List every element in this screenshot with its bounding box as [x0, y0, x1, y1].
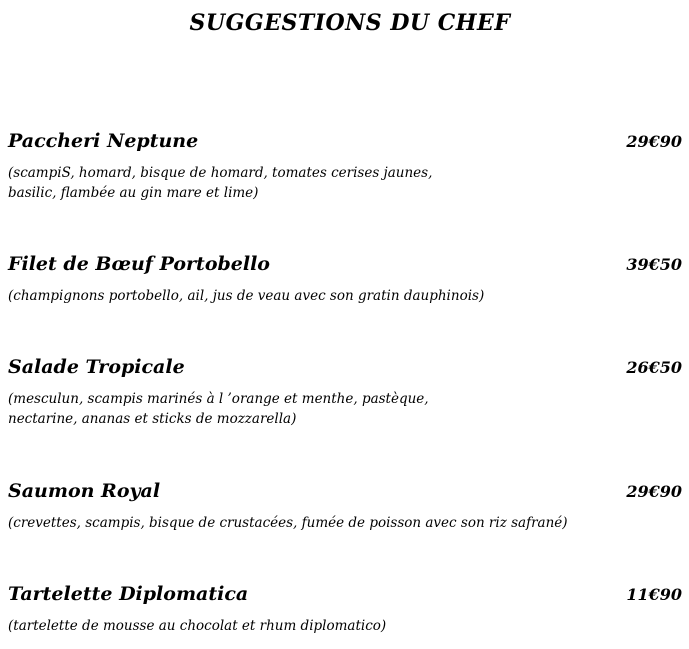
dish-price: 29€90: [626, 482, 682, 501]
dish-price: 26€50: [626, 358, 682, 377]
dish-description: [8, 616, 386, 636]
dish-price: 39€50: [626, 255, 682, 274]
dish-description: [8, 163, 432, 203]
dish-description: [8, 286, 484, 306]
menu-title: SUGGESTIONS DU CHEF: [189, 10, 511, 36]
dish-description-line: nectarine, ananas et sticks de mozzarella): [8, 411, 297, 427]
dish-description-line: basilic, flambée au gin mare et lime): [8, 185, 259, 201]
dish-price: 11€90: [626, 585, 682, 604]
dish-description-line: (champignons portobello, ail, jus de veau avec son gratin dauphinois): [8, 288, 485, 304]
dish-description: [8, 389, 429, 429]
dish-description-line: (tartelette de mousse au chocolat et rhum diplomatico): [8, 618, 387, 634]
dish-name: Saumon Royal: [8, 480, 161, 502]
dish-name: Tartelette Diplomatica: [8, 583, 249, 605]
dish-name: Filet de Bœuf Portobello: [8, 253, 270, 275]
dish-name: Salade Tropicale: [8, 356, 185, 378]
dish-description-line: (scampiS, homard, bisque de homard, tomates cerises jaunes,: [8, 165, 433, 181]
dish-description-line: (crevettes, scampis, bisque de crustacées, fumée de poisson avec son riz safrané): [8, 515, 568, 531]
dish-description: [8, 513, 568, 533]
dish-description-line: (mesculun, scampis marinés à l ’orange et menthe, pastèque,: [8, 391, 429, 407]
dish-name: Paccheri Neptune: [8, 130, 199, 152]
dish-price: 29€90: [626, 132, 682, 151]
